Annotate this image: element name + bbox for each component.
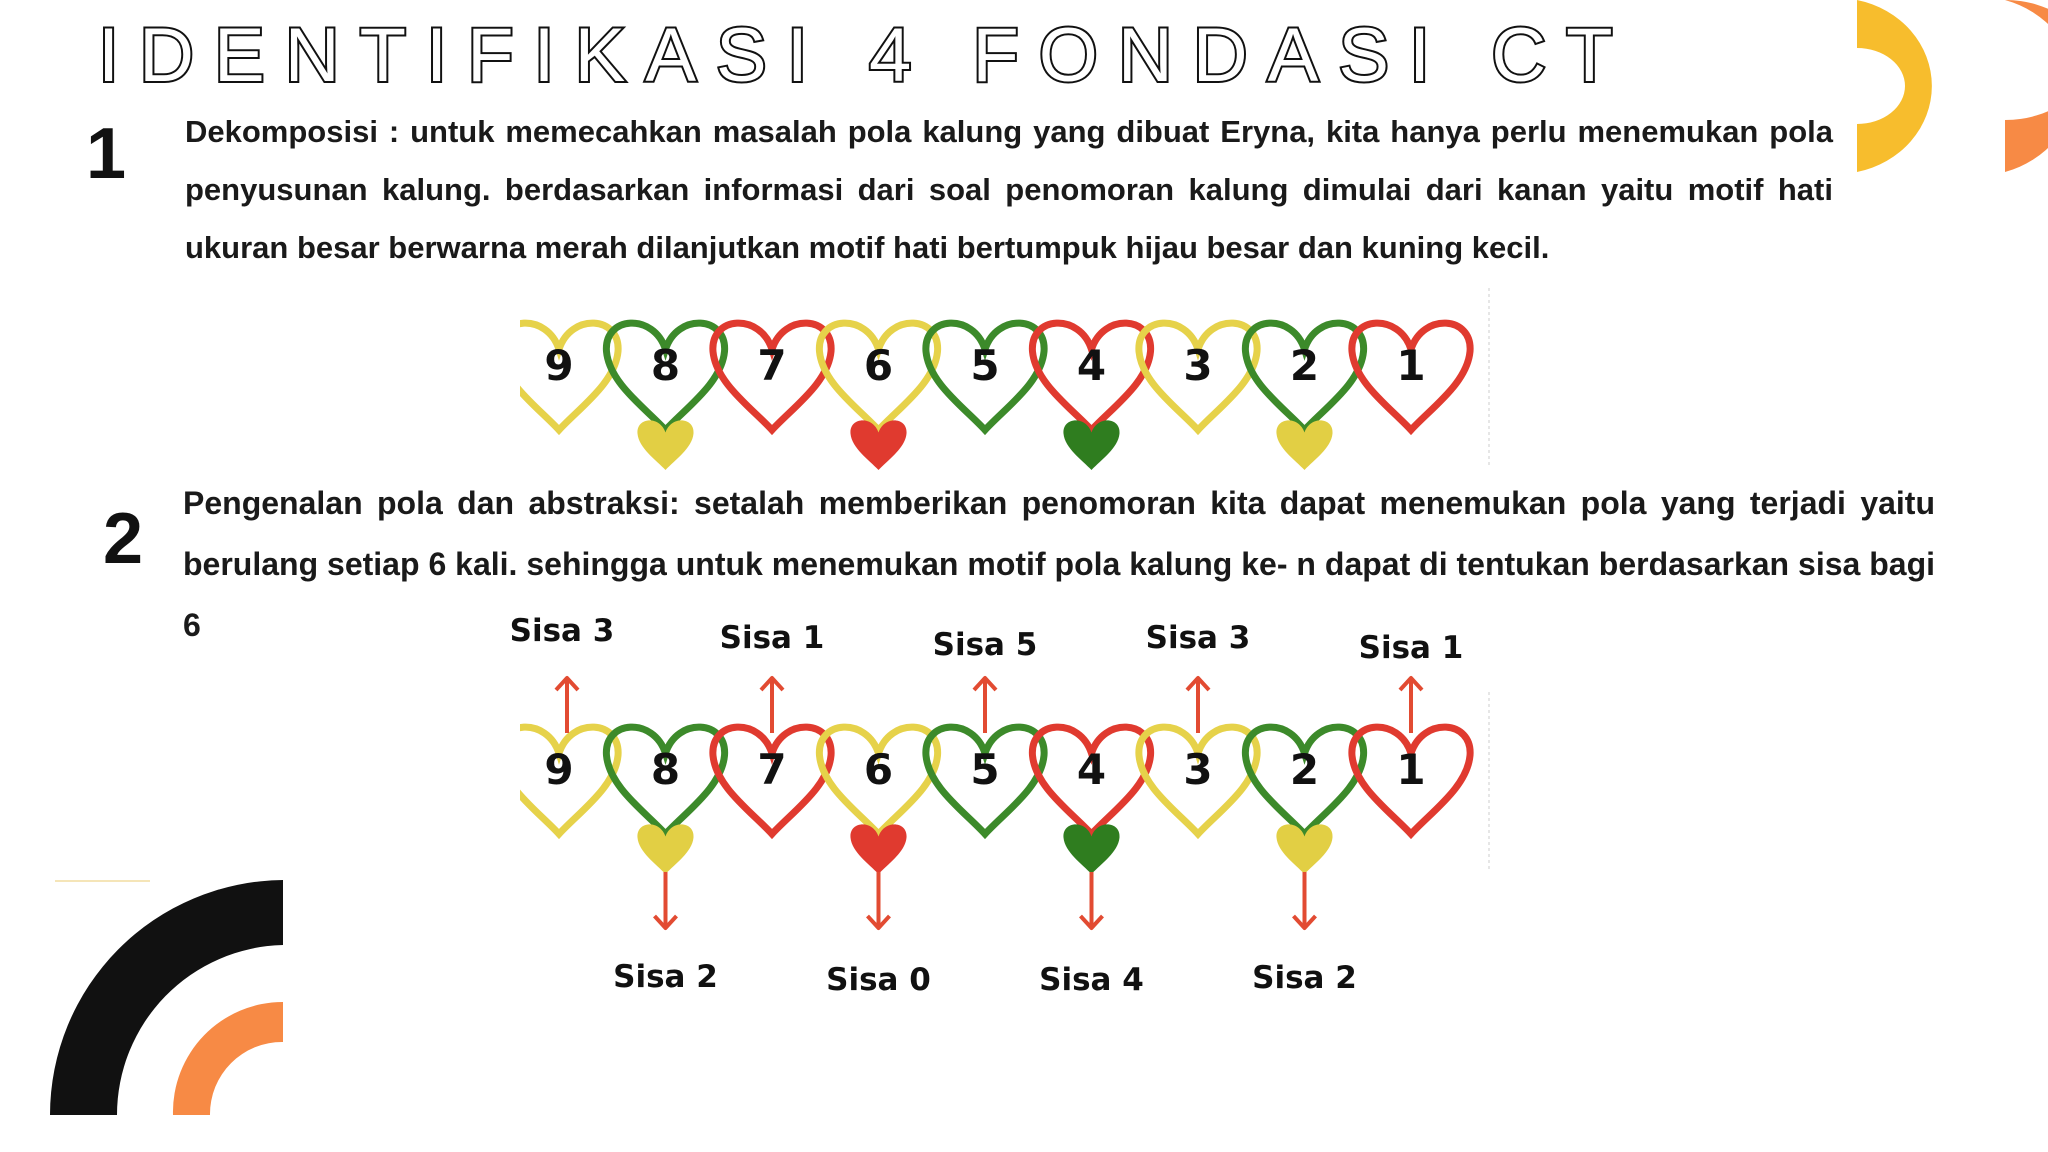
arrow-up-3: [1187, 678, 1209, 733]
arrow-down-4: [1081, 872, 1103, 928]
arrow-up-7: [761, 678, 783, 733]
remainder-label-6: Sisa 0: [826, 962, 931, 998]
necklace-top: [470, 288, 1489, 470]
heart-number-1: 1: [1396, 341, 1426, 390]
heart-number-7: 7: [757, 341, 787, 390]
remainder-label-9: Sisa 3: [509, 613, 615, 649]
heart-number-6: 6: [863, 745, 894, 794]
remainder-label-8: Sisa 2: [613, 959, 718, 995]
heart-number-6: 6: [863, 341, 894, 390]
arrow-up-1: [1400, 678, 1422, 733]
remainder-label-3: Sisa 3: [1145, 620, 1251, 656]
arrow-down-6: [868, 872, 890, 928]
heart-number-4: 4: [1076, 341, 1107, 390]
section-number-1: 1: [86, 114, 127, 194]
section-number-2: 2: [103, 499, 144, 579]
heart-number-2: 2: [1289, 745, 1320, 794]
heart-number-7: 7: [757, 745, 787, 794]
page-title: IDENTIFIKASI 4 FONDASI CT: [98, 13, 1633, 98]
necklace-bottom: [470, 692, 1489, 874]
heart-number-9: 9: [544, 341, 574, 390]
heart-number-8: 8: [650, 745, 681, 794]
arrow-up-9: [556, 678, 578, 733]
heart-number-2: 2: [1289, 341, 1320, 390]
remainder-label-4: Sisa 4: [1039, 962, 1144, 998]
heart-number-3: 3: [1183, 341, 1213, 390]
heart-number-4: 4: [1076, 745, 1107, 794]
arrow-up-5: [974, 678, 996, 733]
crop-mask: [470, 702, 520, 872]
crop-mask: [470, 298, 520, 468]
heart-number-8: 8: [650, 341, 681, 390]
remainder-label-5: Sisa 5: [932, 627, 1038, 663]
arrow-down-2: [1294, 872, 1316, 928]
heart-number-1: 1: [1396, 745, 1426, 794]
heart-number-3: 3: [1183, 745, 1213, 794]
remainder-label-1: Sisa 1: [1358, 630, 1464, 666]
arrow-down-8: [655, 872, 677, 928]
heart-number-5: 5: [970, 745, 1000, 794]
remainder-label-7: Sisa 1: [719, 620, 825, 656]
heart-number-5: 5: [970, 341, 1000, 390]
section-1-text: Dekomposisi : untuk memecahkan masalah pola kalung yang dibuat Eryna, kita hanya perlu menemukan pola penyusunan kalung. berdasarkan informasi dari soal penomoran kalung dimulai dari kanan yaitu motif hati ukuran besar berwarna merah dilanjutkan motif hati bertumpuk hijau besar dan kuning kecil.: [185, 114, 1833, 265]
section-2-text: Pengenalan pola dan abstraksi: setalah memberikan penomoran kita dapat menemukan pola yang terjadi yaitu berulang setiap 6 kali. sehingga untuk menemukan motif pola kalung ke- n dapat di tentukan berdasarkan sisa bagi 6: [183, 485, 1935, 643]
remainder-label-2: Sisa 2: [1252, 960, 1357, 996]
heart-number-9: 9: [544, 745, 574, 794]
